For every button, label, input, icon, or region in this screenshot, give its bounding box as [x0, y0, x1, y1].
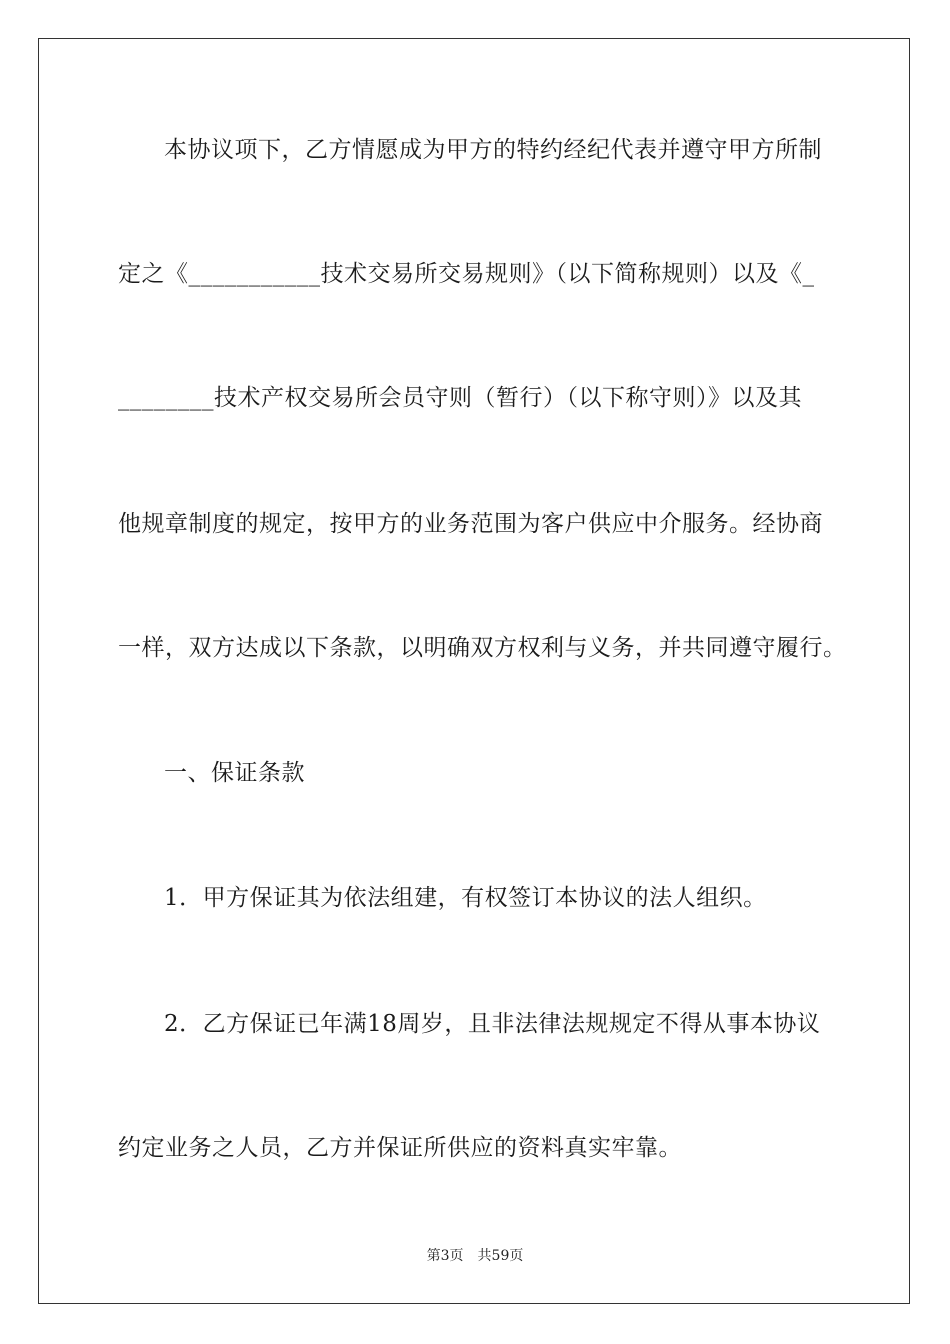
paragraph-line-2: 定之《___________技术交易所交易规则》（以下简称规则）以及《_: [118, 261, 815, 287]
page-border: [38, 38, 910, 1304]
page-footer: [0, 1247, 950, 1265]
paragraph-line-5: 一样，双方达成以下条款，以明确双方权利与义务，并共同遵守履行。: [118, 635, 847, 661]
page-total: 共59页: [477, 1248, 524, 1264]
paragraph-line-1: 本协议项下，乙方情愿成为甲方的特约经纪代表并遵守甲方所制: [164, 137, 822, 163]
clause-1: 1．甲方保证其为依法组建，有权签订本协议的法人组织。: [164, 885, 767, 911]
clause-2-line-2: 约定业务之人员，乙方并保证所供应的资料真实牢靠。: [118, 1135, 682, 1161]
section-heading: 一、保证条款: [164, 760, 305, 786]
paragraph-line-4: 他规章制度的规定，按甲方的业务范围为客户供应中介服务。经协商: [118, 511, 823, 537]
clause-2-line-1: 2．乙方保证已年满18周岁，且非法律法规规定不得从事本协议: [164, 1011, 821, 1037]
page-number: 第3页: [426, 1248, 464, 1264]
paragraph-line-3: ________技术产权交易所会员守则（暂行）（以下称守则）》以及其: [118, 385, 802, 411]
